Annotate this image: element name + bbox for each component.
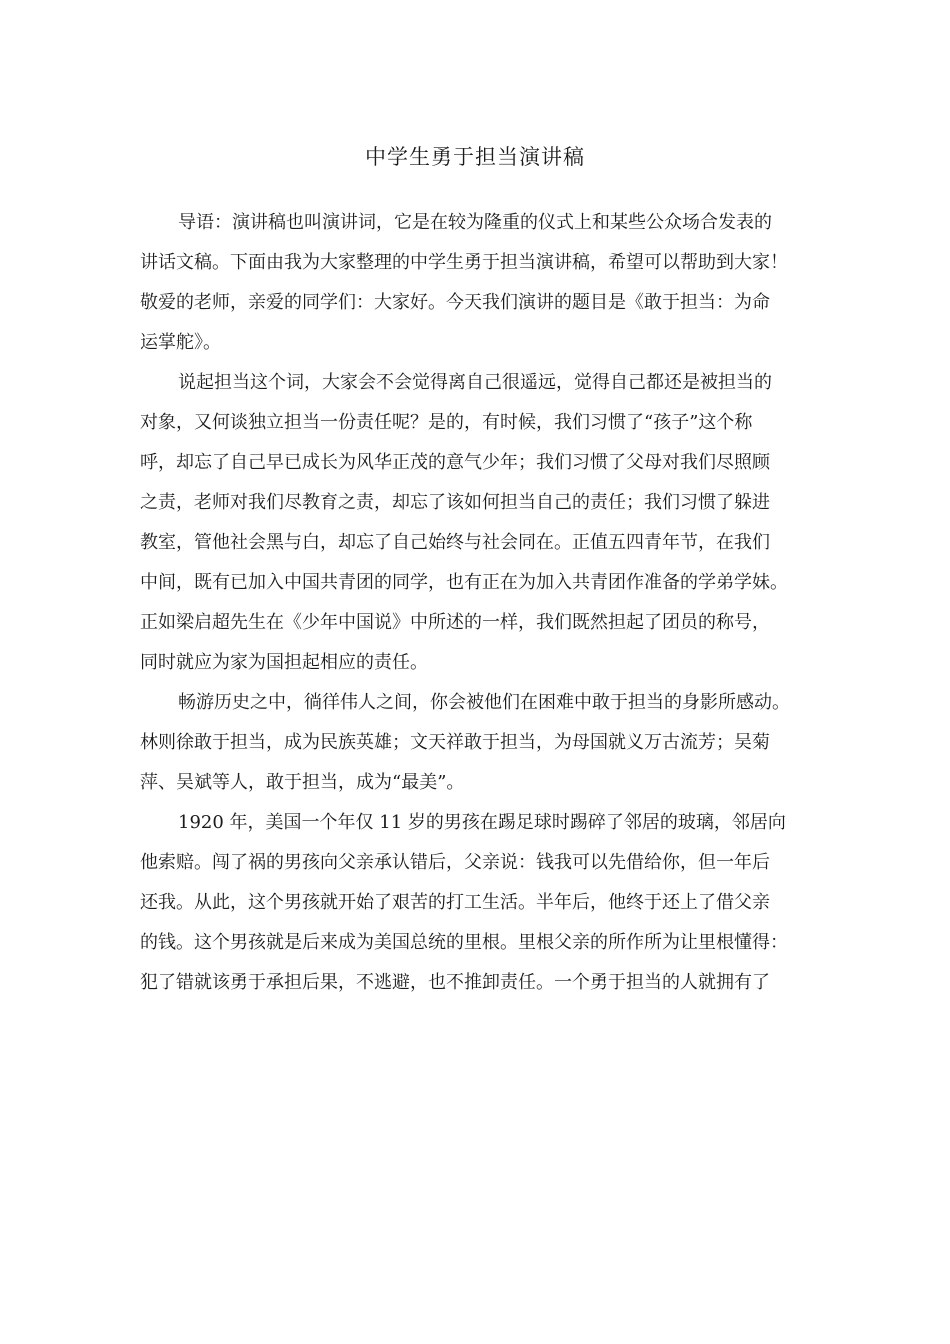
text-line: 导语：演讲稿也叫演讲词，它是在较为隆重的仪式上和某些公众场合发表的 (178, 212, 772, 233)
text-line: 林则徐敢于担当，成为民族英雄；文天祥敢于担当，为母国就义万古流芳；吴菊 (140, 732, 770, 753)
document-title: 中学生勇于担当演讲稿 (365, 145, 585, 169)
text-line: 对象，又何谈独立担当一份责任呢？是的，有时候，我们习惯了“孩子”这个称 (140, 412, 753, 433)
text-line: 呼，却忘了自己早已成长为风华正茂的意气少年；我们习惯了父母对我们尽照顾 (140, 452, 770, 473)
paragraph-reagan-story (140, 803, 820, 1003)
text-line: 畅游历史之中，徜徉伟人之间，你会被他们在困难中敢于担当的身影所感动。 (178, 692, 790, 713)
text-line: 中间，既有已加入中国共青团的同学，也有正在为加入共青团作准备的学弟学妹。 (140, 572, 788, 593)
text-line: 的钱。这个男孩就是后来成为美国总统的里根。里根父亲的所作所为让里根懂得： (140, 932, 788, 953)
text-line: 讲话文稿。下面由我为大家整理的中学生勇于担当演讲稿，希望可以帮助到大家！ (140, 252, 788, 273)
text-line: 萍、吴斌等人，敢于担当，成为“最美”。 (140, 772, 465, 793)
text-line: 他索赔。闯了祸的男孩向父亲承认错后，父亲说：钱我可以先借给你，但一年后 (140, 852, 770, 873)
text-line: 说起担当这个词，大家会不会觉得离自己很遥远，觉得自己都还是被担当的 (178, 372, 772, 393)
text-line: 1920 年，美国一个年仅 11 岁的男孩在踢足球时踢碎了邻居的玻璃，邻居向 (178, 812, 786, 833)
text-line: 犯了错就该勇于承担后果，不逃避，也不推卸责任。一个勇于担当的人就拥有了 (140, 972, 770, 993)
paragraph-responsibility (140, 363, 820, 683)
text-line: 之责，老师对我们尽教育之责，却忘了该如何担当自己的责任；我们习惯了躲进 (140, 492, 770, 513)
text-line: 还我。从此，这个男孩就开始了艰苦的打工生活。半年后，他终于还上了借父亲 (140, 892, 770, 913)
text-line: 运掌舵》。 (140, 332, 221, 353)
text-line: 教室，管他社会黑与白，却忘了自己始终与社会同在。正值五四青年节，在我们 (140, 532, 770, 553)
text-line: 正如梁启超先生在《少年中国说》中所述的一样，我们既然担起了团员的称号， (140, 612, 770, 633)
text-line: 敬爱的老师，亲爱的同学们：大家好。今天我们演讲的题目是《敢于担当：为命 (140, 292, 770, 313)
document-body (140, 203, 820, 1003)
paragraph-intro (140, 203, 820, 363)
text-line: 同时就应为家为国担起相应的责任。 (140, 652, 428, 673)
paragraph-history (140, 683, 820, 803)
